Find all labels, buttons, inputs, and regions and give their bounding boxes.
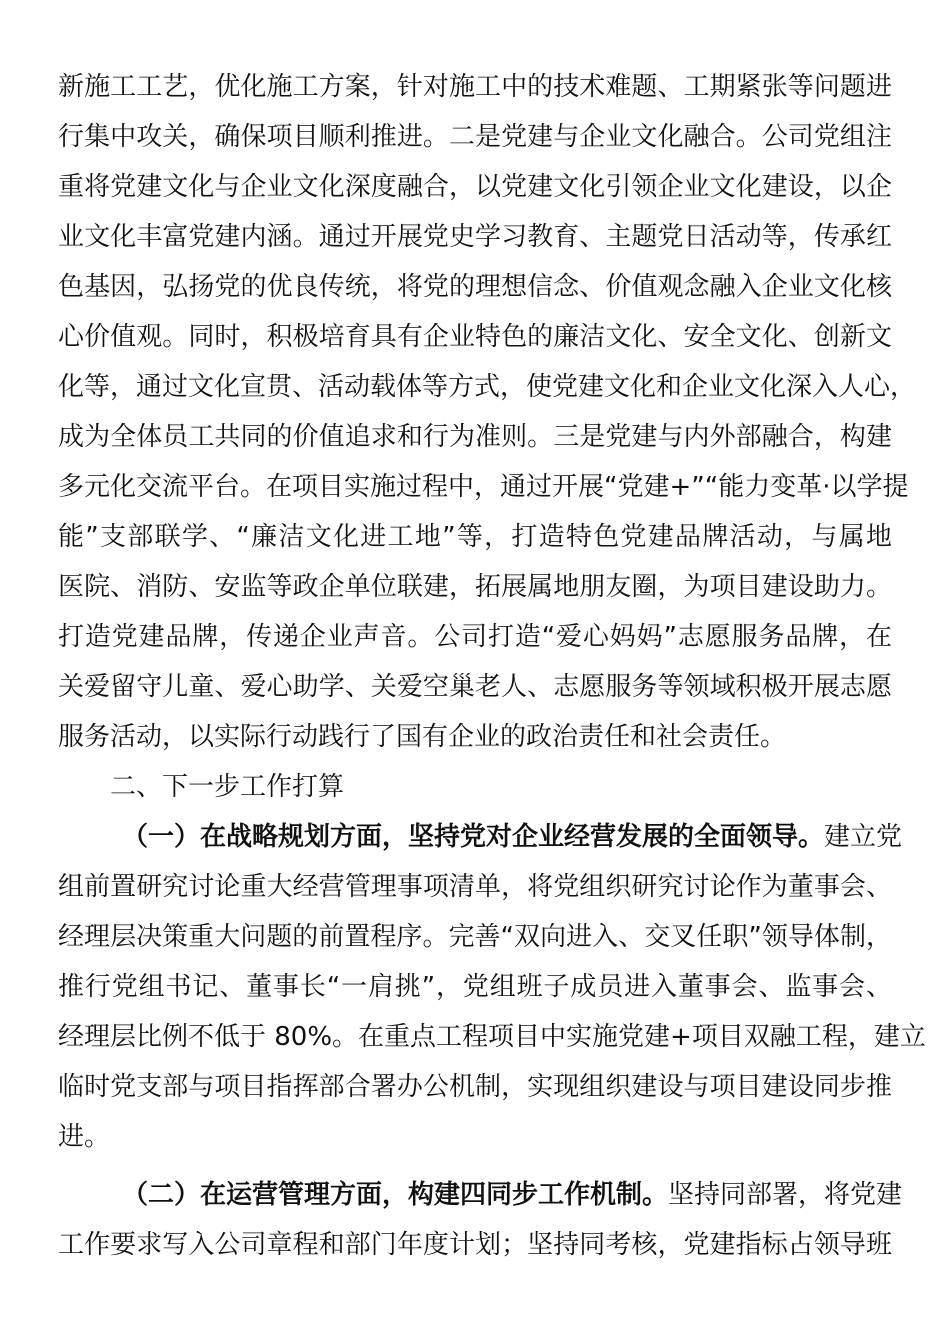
text-line: 进。 (58, 1122, 111, 1152)
text-line: 关爱留守儿童、爱心助学、关爱空巢老人、志愿服务等领域积极开展志愿 (58, 672, 892, 702)
text-line: 推行党组书记、董事长“一肩挑”，党组班子成员进入董事会、监事会、 (58, 972, 892, 1002)
text-line: 经理层比例不低于 80%。在重点工程项目中实施党建+项目双融工程，建立 (58, 1022, 926, 1052)
text-line: 医院、消防、安监等政企单位联建，拓展属地朋友圈，为项目建设助力。 (58, 572, 892, 602)
item-lead-rest: 建立党 (824, 822, 903, 852)
text-line: 化等，通过文化宣贯、活动载体等方式，使党建文化和企业文化深入人心， (58, 372, 917, 402)
text-line: 成为全体员工共同的价值追求和行为准则。三是党建与内外部融合，构建 (58, 422, 892, 452)
text-line: 业文化丰富党建内涵。通过开展党史学习教育、主题党日活动等，传承红 (58, 222, 892, 252)
text-line: 服务活动，以实际行动践行了国有企业的政治责任和社会责任。 (58, 722, 787, 752)
section-heading: 二、下一步工作打算 (110, 772, 345, 802)
item-bold-lead: （一）在战略规划方面，坚持党对企业经营发展的全面领导。 (122, 822, 825, 852)
text-line: 多元化交流平台。在项目实施过程中，通过开展“党建+”“能力变革·以学提 (58, 472, 909, 502)
item-first-line (58, 1170, 903, 1220)
text-line: 心价值观。同时，积极培育具有企业特色的廉洁文化、安全文化、创新文 (58, 322, 892, 352)
text-line: 新施工工艺，优化施工方案，针对施工中的技术难题、工期紧张等问题进 (58, 72, 892, 102)
text-line: 能”支部联学、“廉洁文化进工地”等，打造特色党建品牌活动，与属地 (58, 522, 892, 552)
item-lead-rest: 坚持同部署，将党建 (668, 1180, 903, 1210)
item-strategic-planning (58, 812, 926, 1162)
text-line: 重将党建文化与企业文化深度融合，以党建文化引领企业文化建设，以企 (58, 172, 892, 202)
item-operations-management (58, 1170, 903, 1270)
text-line: 工作要求写入公司章程和部门年度计划；坚持同考核，党建指标占领导班 (58, 1230, 892, 1260)
item-bold-lead: （二）在运营管理方面，构建四同步工作机制。 (122, 1180, 669, 1210)
paragraph-party-building-integration (58, 62, 917, 762)
text-line: 组前置研究讨论重大经营管理事项清单，将党组织研究讨论作为董事会、 (58, 872, 892, 902)
text-line: 经理层决策重大问题的前置程序。完善“双向进入、交叉任职”领导体制， (58, 922, 892, 952)
text-line: 行集中攻关，确保项目顺利推进。二是党建与企业文化融合。公司党组注 (58, 122, 892, 152)
text-line: 打造党建品牌，传递企业声音。公司打造“爱心妈妈”志愿服务品牌，在 (58, 622, 892, 652)
text-line: 色基因，弘扬党的优良传统，将党的理想信念、价值观念融入企业文化核 (58, 272, 892, 302)
text-line: 临时党支部与项目指挥部合署办公机制，实现组织建设与项目建设同步推 (58, 1072, 892, 1102)
item-first-line (58, 812, 903, 862)
